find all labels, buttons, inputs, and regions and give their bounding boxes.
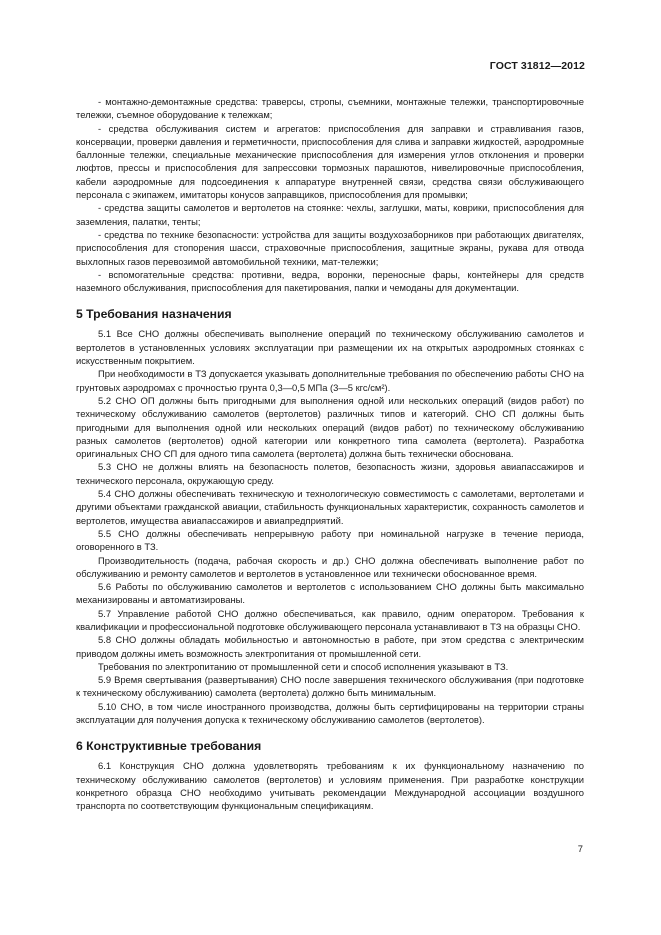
section-6-body <box>76 759 584 812</box>
paragraph: При необходимости в ТЗ допускается указывать дополнительные требования по обеспечению работы СНО на грунтовых аэродромах с прочностью грунта 0,3—0,5 МПа (3—5 кгс/см²). <box>76 368 584 393</box>
paragraph: 5.10 СНО, в том числе иностранного производства, должны быть сертифицированы на территории страны эксплуатации для получения допуска к техническому обслуживанию самолетов (вертолетов). <box>76 700 584 726</box>
paragraph: 5.3 СНО не должны влиять на безопасность полетов, безопасность жизни, здоровья авиапассажиров и технического персонала, окружающую среду. <box>76 461 584 486</box>
paragraph: Требования по электропитанию от промышленной сети и способ исполнения указывают в ТЗ. <box>98 660 509 672</box>
intro-item: - вспомогательные средства: противни, ведра, воронки, переносные фары, контейнеры для средств наземного обслуживания, приспособления для пакетирования, папки и чемоданы для документации. <box>76 268 584 294</box>
section-6-title: 6 Конструктивные требования <box>76 739 262 754</box>
paragraph: 5.4 СНО должны обеспечивать техническую и технологическую совместимость с самолетами, вертолетами и другими объектами гражданской авиации, стабильность функциональных характеристик, сохранность самолетов и вертолетов, имущества авиапассажиров и авиапредприятий. <box>76 488 584 526</box>
section-5-body <box>76 327 584 726</box>
paragraph: 5.8 СНО должны обладать мобильностью и автономностью в работе, при этом средства с электрическим приводом должны иметь возможность электропитания от промышленной сети. <box>76 634 584 659</box>
paragraph: 5.7 Управление работой СНО должно обеспечиваться, как правило, одним оператором. Требования к квалификации и профессиональной подготовке обслуживающего персонала устанавливают в ТЗ на образцы СНО. <box>76 607 584 632</box>
intro-item: - средства по технике безопасности: устройства для защиты воздухозаборников при работающих двигателях, приспособления для стопорения шасси, страховочные приспособления, защитные экраны, рукава для отвода выхлопных газов перевозимой автомобильной техники, мат-тележки; <box>76 228 584 267</box>
intro-item: - средства обслуживания систем и агрегатов: приспособления для заправки и стравливания газов, консервации, проверки давления и герметичности, приспособления для слива и заправки жидкостей, аэродромные баллонные тележки, специальные механические приспособления для измерения углов отклонения и проверки люфтов, прессы и приспособления для запрессовки тормозных парашютов, нивелировочные приспособления, кабели аэродромные для подсоединения к аппаратуре внутренней связи, средства связи обслуживающего персонала с экипажем, имитаторы конусов заправщиков, приспособления для промывки; <box>76 122 584 201</box>
paragraph: 5.9 Время свертывания (развертывания) СНО после завершения технического обслуживания (при подготовке к техническому обслуживанию) самолета (вертолета) должно быть минимальным. <box>76 674 584 699</box>
paragraph: 5.1 Все СНО должны обеспечивать выполнение операций по техническому обслуживанию самолетов и вертолетов в установленных условиях эксплуатации при размещении их на открытых аэродромных стоянках с искусственным покрытием. <box>76 328 584 367</box>
page-content <box>76 95 584 813</box>
paragraph: 5.6 Работы по обслуживанию самолетов и вертолетов с использованием СНО должны быть максимально механизированы и автоматизированы. <box>76 581 584 606</box>
intro-list <box>76 95 584 294</box>
intro-item: - монтажно-демонтажные средства: траверсы, стропы, съемники, монтажные тележки, транспортировочные тележки, съемное оборудование к тележкам; <box>76 96 584 121</box>
paragraph: Производительность (подача, рабочая скорость и др.) СНО должна обеспечивать выполнение работ по обслуживанию и ремонту самолетов и вертолетов в установленное или технически обоснованное время. <box>76 554 584 579</box>
paragraph: 5.2 СНО ОП должны быть пригодными для выполнения одной или нескольких операций (видов работ) по техническому обслуживанию самолетов (вертолетов) различных типов и категорий. СНО СП должны быть пригодными для выполнения одной или нескольких операций (видов работ) по техническому обслуживанию разных самолетов (вертолетов) одной категории или конкретного типа самолета (вертолета). Разработка оригинальных СНО СП для одного типа самолета (вертолета) должна быть технически обоснована. <box>76 394 584 460</box>
paragraph: 6.1 Конструкция СНО должна удовлетворять требованиям к их функциональному назначению по техническому обслуживанию самолетов (вертолетов) и условиям применения. При разработке конструкции конкретного образца СНО необходимо учитывать рекомендации Международной ассоциации воздушного транспорта по соответствующим функциональным спецификациям. <box>76 760 584 812</box>
intro-item: - средства защиты самолетов и вертолетов на стоянке: чехлы, заглушки, маты, коврики, приспособления для заземления, палатки, тенты; <box>76 202 584 227</box>
document-id-header: ГОСТ 31812—2012 <box>489 60 585 72</box>
section-5-title: 5 Требования назначения <box>76 307 232 322</box>
page-number: 7 <box>577 843 583 854</box>
paragraph: 5.5 СНО должны обеспечивать непрерывную работу при номинальной нагрузке в течение периода, оговоренного в ТЗ. <box>76 527 584 553</box>
